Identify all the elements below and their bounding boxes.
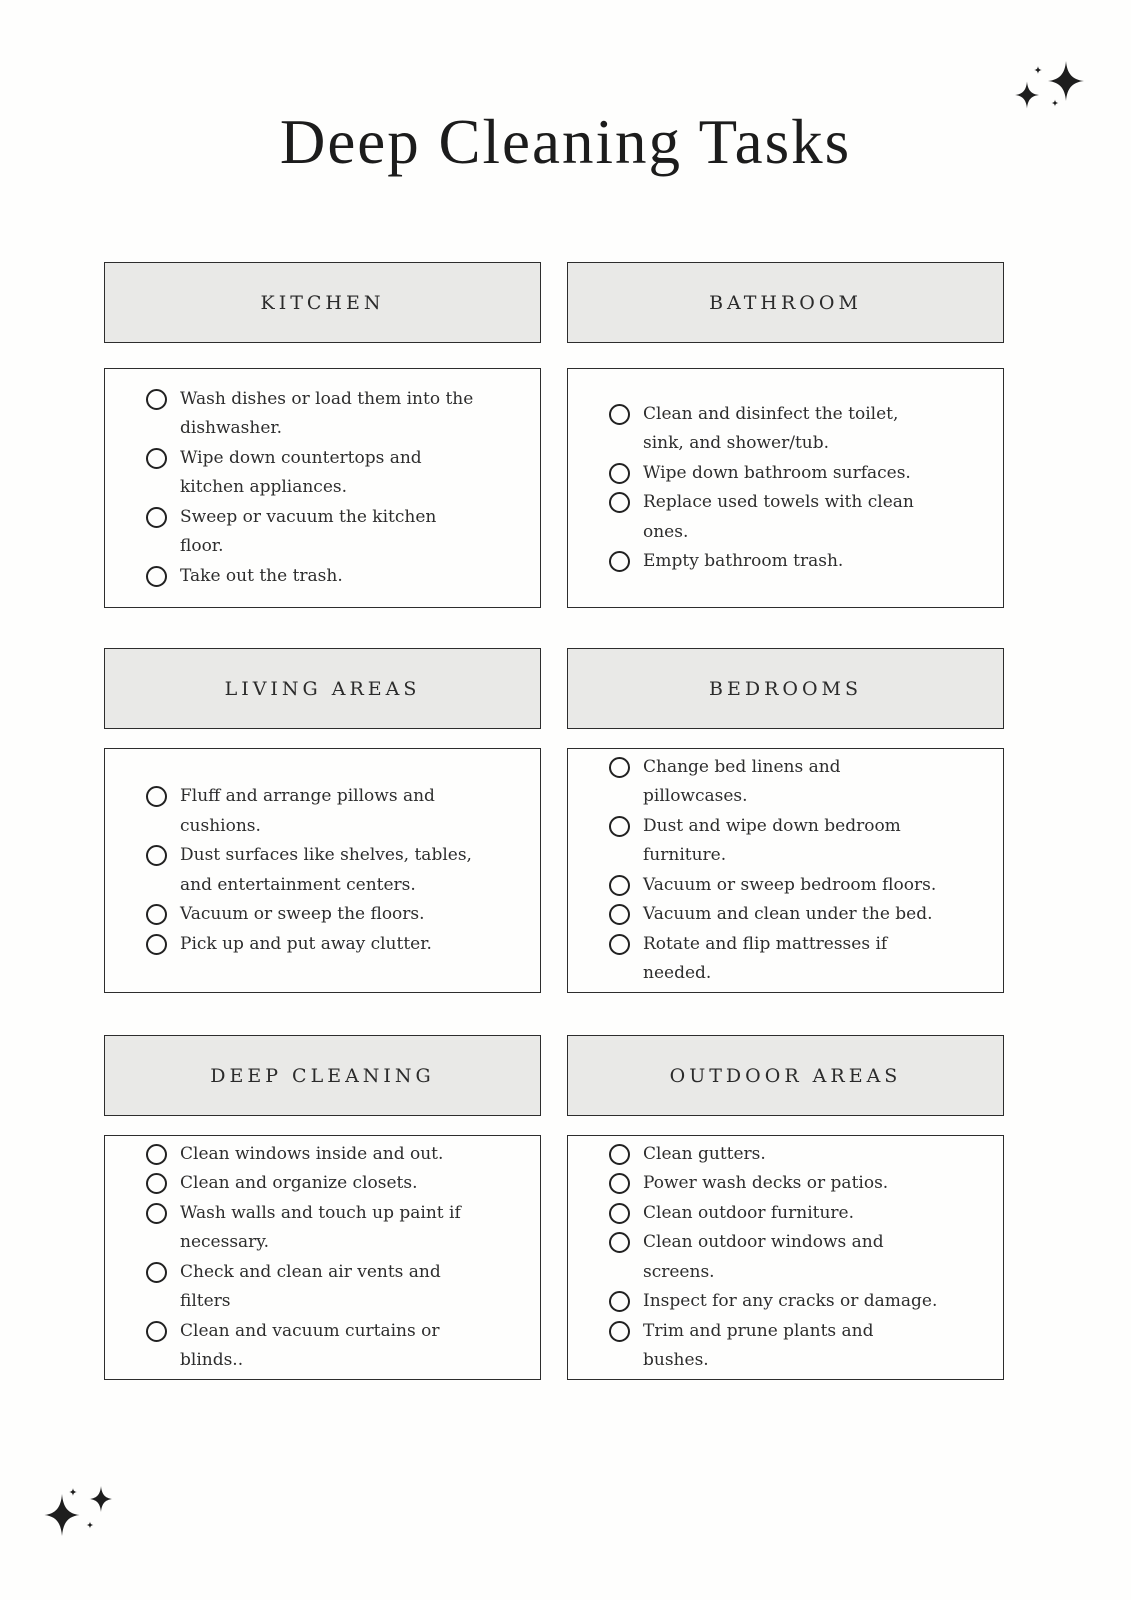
checkbox-circle[interactable]	[146, 1144, 167, 1165]
checklist-item-label: Wipe down bathroom surfaces.	[643, 462, 911, 483]
sparkles-icon	[1003, 58, 1093, 113]
checklist-item	[146, 1140, 512, 1170]
checkbox-circle[interactable]	[146, 904, 167, 925]
checklist-item-label: Replace used towels with clean ones.	[643, 492, 914, 542]
checklist-item	[609, 459, 975, 489]
checklist-item	[609, 1317, 975, 1376]
checklist-item-label: Clean gutters.	[643, 1143, 766, 1164]
checklist-item	[609, 1169, 975, 1199]
section-body-kitchen	[104, 368, 541, 608]
section-header-kitchen	[104, 262, 541, 343]
checkbox-circle[interactable]	[609, 875, 630, 896]
sparkles-icon	[40, 1478, 125, 1540]
checkbox-circle[interactable]	[609, 551, 630, 572]
checkbox-circle[interactable]	[609, 816, 630, 837]
checklist-item	[609, 1287, 975, 1317]
section-body-living-areas	[104, 748, 541, 993]
checklist-item	[609, 1140, 975, 1170]
checkbox-circle[interactable]	[146, 934, 167, 955]
checklist-item	[146, 1199, 512, 1258]
checkbox-circle[interactable]	[609, 1232, 630, 1253]
checkbox-circle[interactable]	[146, 845, 167, 866]
checklist-item-label: Change bed linens and pillowcases.	[643, 756, 841, 806]
section-header-bedrooms	[567, 648, 1004, 729]
checkbox-circle[interactable]	[146, 389, 167, 410]
checkbox-circle[interactable]	[146, 1203, 167, 1224]
checklist-item-label: Clean windows inside and out.	[180, 1143, 444, 1164]
checklist-item	[609, 930, 975, 989]
checklist-item-label: Clean outdoor windows and screens.	[643, 1232, 884, 1282]
checklist-item-label: Clean outdoor furniture.	[643, 1202, 855, 1223]
checklist-item-label: Fluff and arrange pillows and cushions.	[180, 786, 435, 836]
checklist-item-label: Wipe down countertops and kitchen appliances.	[180, 447, 422, 498]
checkbox-circle[interactable]	[146, 566, 167, 587]
checkbox-circle[interactable]	[146, 1173, 167, 1194]
section-title: OUTDOOR AREAS	[669, 1064, 902, 1087]
checklist-item	[609, 1228, 975, 1287]
checklist-item	[146, 1169, 512, 1199]
section-title: BEDROOMS	[709, 677, 862, 700]
checklist-item	[609, 1199, 975, 1229]
section-header-living-areas	[104, 648, 541, 729]
checkbox-circle[interactable]	[609, 492, 630, 513]
section-title: KITCHEN	[260, 291, 385, 314]
checklist-item	[609, 900, 975, 930]
checklist-item-label: Wash dishes or load them into the dishwasher.	[180, 388, 474, 439]
checkbox-circle[interactable]	[146, 1262, 167, 1283]
page-title: Deep Cleaning Tasks	[279, 107, 852, 177]
checklist-item-label: Take out the trash.	[180, 565, 343, 586]
checklist-item	[609, 871, 975, 901]
checkbox-circle[interactable]	[146, 507, 167, 528]
section-header-bathroom	[567, 262, 1004, 343]
checkbox-circle[interactable]	[609, 1173, 630, 1194]
checklist-item	[609, 400, 975, 459]
checklist-item-label: Inspect for any cracks or damage.	[643, 1291, 938, 1311]
checklist-item-label: Clean and disinfect the toilet, sink, and shower/tub.	[643, 403, 899, 453]
checklist-item-label: Clean and organize closets.	[180, 1173, 418, 1193]
checkbox-circle[interactable]	[609, 934, 630, 955]
checklist-item	[609, 488, 975, 547]
checklist-item-label: Empty bathroom trash.	[643, 551, 844, 571]
checkbox-circle[interactable]	[609, 904, 630, 925]
checklist-item	[146, 782, 512, 841]
checkbox-circle[interactable]	[146, 1321, 167, 1342]
checklist-item-label: Pick up and put away clutter.	[180, 933, 432, 954]
checklist-item	[146, 900, 512, 930]
checkbox-circle[interactable]	[609, 1203, 630, 1224]
checklist-item-label: Power wash decks or patios.	[643, 1173, 889, 1193]
checkbox-circle[interactable]	[146, 786, 167, 807]
section-header-deep-cleaning	[104, 1035, 541, 1116]
checklist-item	[146, 841, 512, 900]
section-title: DEEP CLEANING	[210, 1064, 435, 1087]
checkbox-circle[interactable]	[609, 1291, 630, 1312]
section-title: BATHROOM	[709, 291, 862, 314]
checklist-item-label: Dust surfaces like shelves, tables, and entertainment centers.	[180, 845, 472, 895]
checklist-item-label: Vacuum or sweep bedroom floors.	[643, 874, 937, 895]
checklist-item-label: Vacuum or sweep the floors.	[180, 904, 425, 924]
checklist-item	[609, 547, 975, 577]
checkbox-circle[interactable]	[609, 1321, 630, 1342]
checklist-item-label: Dust and wipe down bedroom furniture.	[643, 815, 901, 865]
checklist-item-label: Rotate and flip mattresses if needed.	[643, 933, 888, 983]
checklist-item-label: Check and clean air vents and filters	[180, 1261, 441, 1311]
checklist-item	[609, 753, 975, 812]
checkbox-circle[interactable]	[609, 404, 630, 425]
section-title: LIVING AREAS	[224, 677, 421, 700]
checklist-item-label: Clean and vacuum curtains or blinds..	[180, 1320, 440, 1370]
checklist-item-label: Wash walls and touch up paint if necessary.	[180, 1202, 461, 1252]
checklist-item	[146, 562, 512, 592]
checklist-item	[146, 385, 512, 444]
checklist-item	[146, 444, 512, 503]
section-header-outdoor-areas	[567, 1035, 1004, 1116]
checkbox-circle[interactable]	[609, 1144, 630, 1165]
checklist-item	[146, 503, 512, 562]
section-body-outdoor-areas	[567, 1135, 1004, 1380]
section-body-deep-cleaning	[104, 1135, 541, 1380]
checklist-item	[146, 1258, 512, 1317]
checklist-item-label: Trim and prune plants and bushes.	[643, 1320, 874, 1370]
checkbox-circle[interactable]	[146, 448, 167, 469]
checklist-item	[146, 930, 512, 960]
section-body-bedrooms	[567, 748, 1004, 993]
section-body-bathroom	[567, 368, 1004, 608]
checklist-item	[146, 1317, 512, 1376]
checkbox-circle[interactable]	[609, 463, 630, 484]
checklist-item-label: Sweep or vacuum the kitchen floor.	[180, 506, 437, 557]
checklist-item	[609, 812, 975, 871]
checkbox-circle[interactable]	[609, 757, 630, 778]
checklist-item-label: Vacuum and clean under the bed.	[643, 904, 933, 924]
